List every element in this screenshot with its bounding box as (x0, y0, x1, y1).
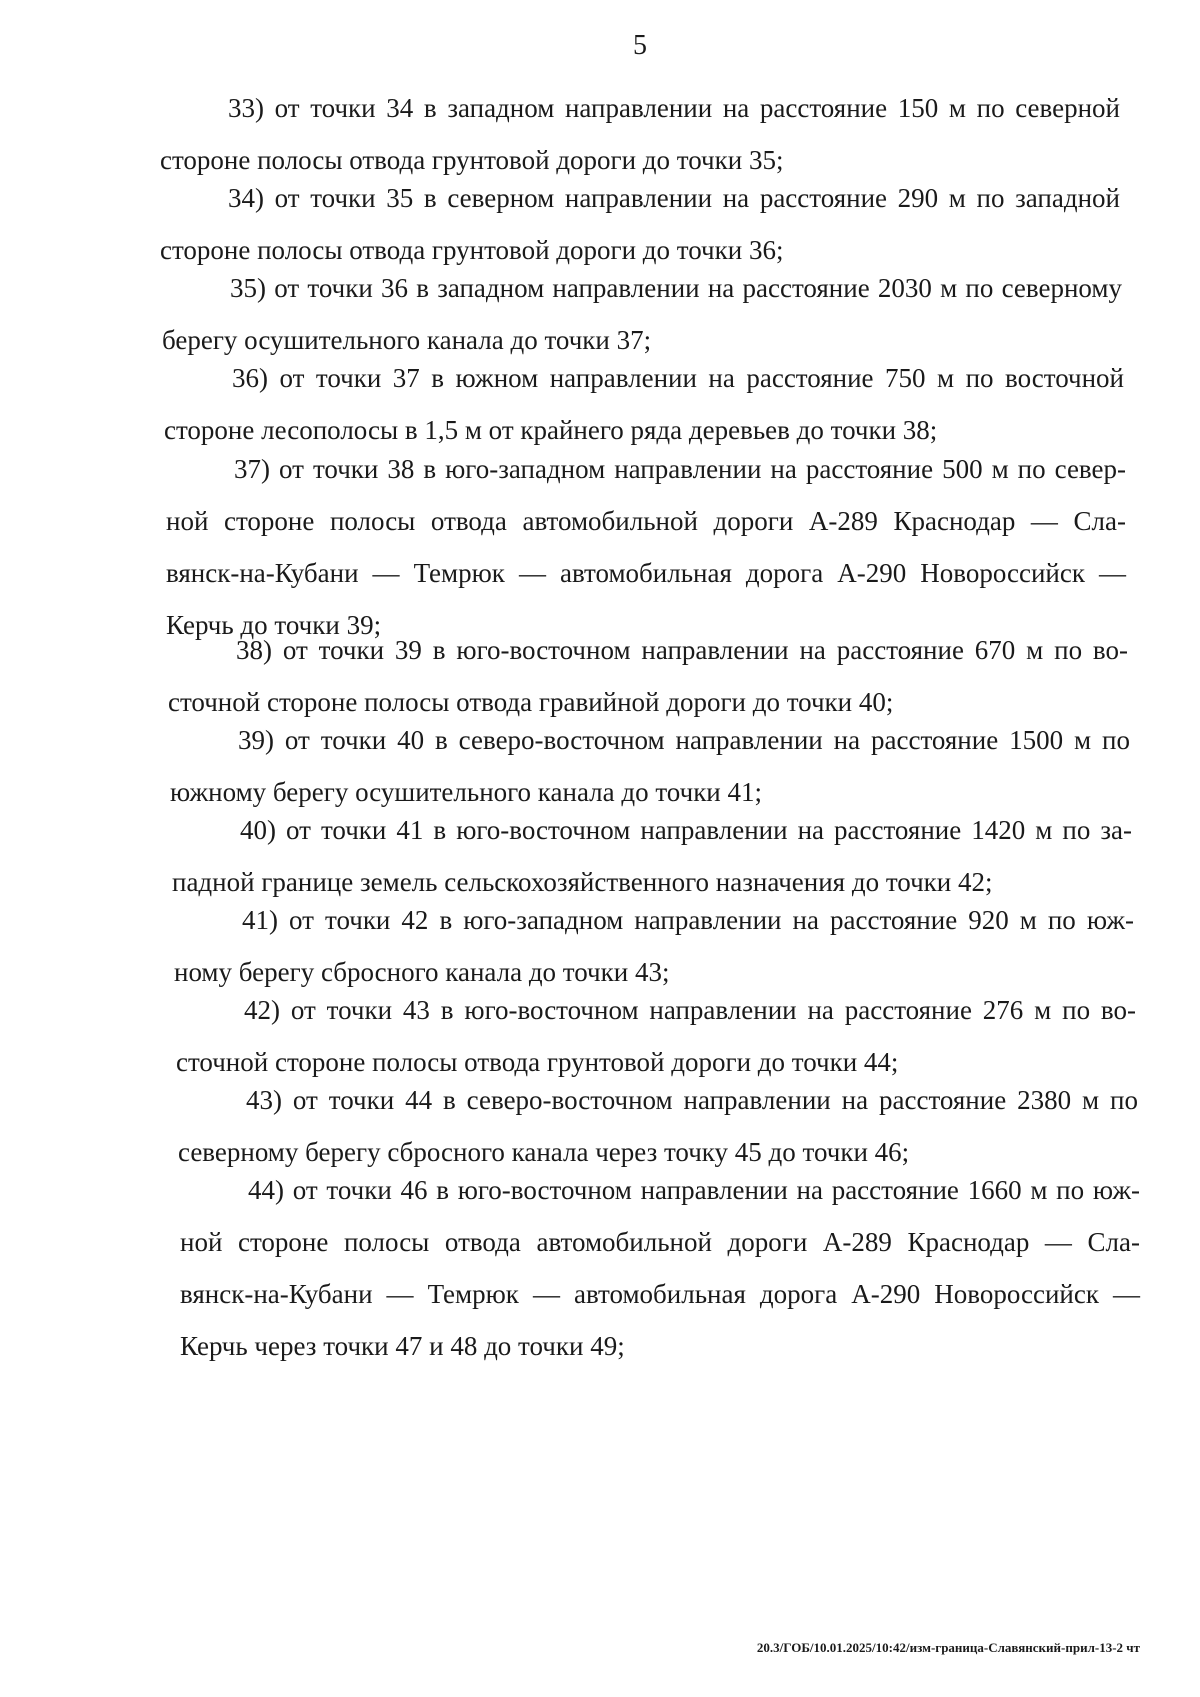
list-item-text: 39) от точки 40 в северо-восточном направлении на расстояние 1500 м по (238, 725, 1130, 755)
list-item-text: 43) от точки 44 в северо-восточном направлении на расстояние 2380 м по (246, 1085, 1138, 1115)
list-item (176, 984, 1136, 1088)
list-item-text-continued: ной стороне полосы отвода автомобильной дороги А-289 Краснодар — Сла- вянск-на-Кубани — Темрюк — автомобильная дорога А-290 Новороссийск — Керчь через точки 47 и 48 до точки 49; (180, 1227, 1140, 1361)
list-item-text: 42) от точки 43 в юго-восточном направлении на расстояние 276 м по во- (244, 995, 1136, 1025)
list-item (166, 443, 1126, 651)
list-item-text-continued: ной стороне полосы отвода автомобильной дороги А-289 Краснодар — Сла- вянск-на-Кубани — Темрюк — автомобильная дорога А-290 Новороссийск — Керчь до точки 39; (166, 506, 1126, 640)
list-item (170, 714, 1130, 818)
list-item-text: 41) от точки 42 в юго-западном направлении на расстояние 920 м по юж- (242, 905, 1134, 935)
list-item-text: 33) от точки 34 в западном направлении на расстояние 150 м по северной (228, 93, 1120, 123)
list-item-text-continued: стороне полосы отвода грунтовой дороги до точки 36; (160, 235, 784, 265)
list-item-text-continued: берегу осушительного канала до точки 37; (162, 325, 652, 355)
list-item-text-continued: стороне лесополосы в 1,5 м от крайнего ряда деревьев до точки 38; (164, 415, 938, 445)
list-item (178, 1074, 1138, 1178)
list-item-text: 36) от точки 37 в южном направлении на расстояние 750 м по восточной (232, 363, 1124, 393)
list-item (164, 352, 1124, 456)
list-item-text-continued: ному берегу сбросного канала до точки 43; (174, 957, 670, 987)
list-item-text-continued: северному берегу сбросного канала через точку 45 до точки 46; (178, 1137, 910, 1167)
list-item-text-continued: сточной стороне полосы отвода грунтовой дороги до точки 44; (176, 1047, 899, 1077)
page-number: 5 (633, 30, 647, 61)
list-item (168, 624, 1128, 728)
list-item (160, 82, 1120, 186)
list-item (160, 172, 1120, 276)
list-item-text: 40) от точки 41 в юго-восточном направлении на расстояние 1420 м по за- (240, 815, 1132, 845)
list-item-text: 34) от точки 35 в северном направлении на расстояние 290 м по западной (228, 183, 1120, 213)
list-item-text-continued: сточной стороне полосы отвода гравийной дороги до точки 40; (168, 687, 894, 717)
list-item-text: 35) от точки 36 в западном направлении на расстояние 2030 м по северному (230, 273, 1122, 303)
list-item-text: 38) от точки 39 в юго-восточном направлении на расстояние 670 м по во- (236, 635, 1128, 665)
list-item (162, 262, 1122, 366)
list-item-text: 37) от точки 38 в юго-западном направлении на расстояние 500 м по север- (234, 454, 1126, 484)
list-item (174, 894, 1134, 998)
list-item-text-continued: стороне полосы отвода грунтовой дороги до точки 35; (160, 145, 784, 175)
list-item-text: 44) от точки 46 в юго-восточном направлении на расстояние 1660 м по юж- (248, 1175, 1140, 1205)
list-item (172, 804, 1132, 908)
list-item (180, 1164, 1140, 1372)
list-item-text-continued: падной границе земель сельскохозяйственного назначения до точки 42; (172, 867, 993, 897)
document-footer-code: 20.3/ГОБ/10.01.2025/10:42/изм-граница-Славянский-прил-13-2 чт (756, 1640, 1140, 1655)
list-item-text-continued: южному берегу осушительного канала до точки 41; (170, 777, 763, 807)
